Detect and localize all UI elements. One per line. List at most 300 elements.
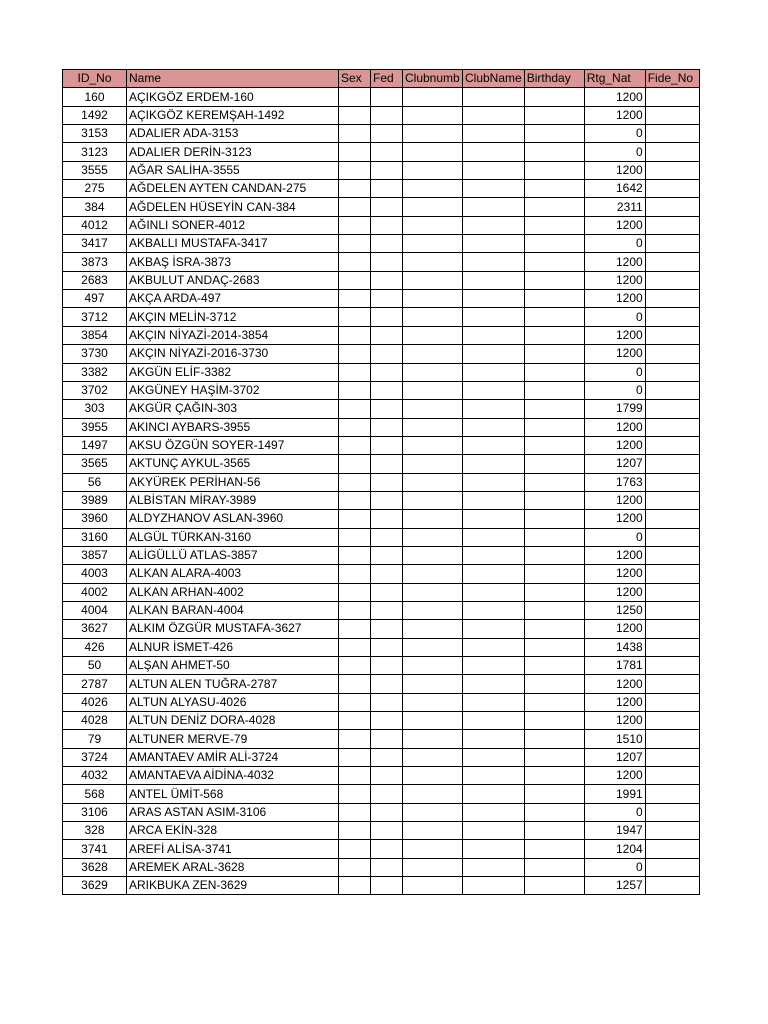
cell-fide-no[interactable] [645, 253, 699, 271]
cell-clubnumb[interactable] [403, 88, 463, 106]
cell-sex[interactable] [339, 877, 371, 895]
cell-name[interactable]: ALKAN ALARA-4003 [127, 565, 339, 583]
cell-name[interactable]: AKSU ÖZGÜN SOYER-1497 [127, 436, 339, 454]
cell-fed[interactable] [371, 161, 403, 179]
cell-clubname[interactable] [463, 216, 525, 234]
cell-fide-no[interactable] [645, 381, 699, 399]
cell-id-no[interactable]: 3629 [63, 877, 127, 895]
cell-birthday[interactable] [524, 657, 584, 675]
cell-fide-no[interactable] [645, 675, 699, 693]
cell-birthday[interactable] [524, 418, 584, 436]
cell-fide-no[interactable] [645, 822, 699, 840]
cell-clubnumb[interactable] [403, 363, 463, 381]
cell-clubname[interactable] [463, 620, 525, 638]
cell-name[interactable]: AKÇIN MELİN-3712 [127, 308, 339, 326]
cell-clubname[interactable] [463, 748, 525, 766]
cell-clubnumb[interactable] [403, 253, 463, 271]
cell-birthday[interactable] [524, 638, 584, 656]
cell-name[interactable]: ALBİSTAN MİRAY-3989 [127, 491, 339, 509]
cell-rtg-nat[interactable]: 1991 [584, 785, 645, 803]
cell-fed[interactable] [371, 822, 403, 840]
cell-sex[interactable] [339, 583, 371, 601]
cell-rtg-nat[interactable]: 1200 [584, 253, 645, 271]
cell-name[interactable]: AKBULUT ANDAÇ-2683 [127, 271, 339, 289]
cell-clubname[interactable] [463, 730, 525, 748]
cell-clubname[interactable] [463, 436, 525, 454]
cell-rtg-nat[interactable]: 1200 [584, 510, 645, 528]
cell-fide-no[interactable] [645, 803, 699, 821]
cell-rtg-nat[interactable]: 1200 [584, 675, 645, 693]
cell-rtg-nat[interactable]: 0 [584, 308, 645, 326]
cell-fed[interactable] [371, 473, 403, 491]
cell-fed[interactable] [371, 106, 403, 124]
cell-name[interactable]: ALTUN ALYASU-4026 [127, 693, 339, 711]
cell-sex[interactable] [339, 491, 371, 509]
cell-clubname[interactable] [463, 143, 525, 161]
cell-sex[interactable] [339, 620, 371, 638]
cell-name[interactable]: AKINCI AYBARS-3955 [127, 418, 339, 436]
cell-id-no[interactable]: 3724 [63, 748, 127, 766]
cell-fed[interactable] [371, 565, 403, 583]
cell-id-no[interactable]: 426 [63, 638, 127, 656]
cell-fed[interactable] [371, 840, 403, 858]
cell-fed[interactable] [371, 510, 403, 528]
cell-name[interactable]: ARIKBUKA ZEN-3629 [127, 877, 339, 895]
cell-name[interactable]: ALTUNER MERVE-79 [127, 730, 339, 748]
cell-rtg-nat[interactable]: 1200 [584, 326, 645, 344]
cell-rtg-nat[interactable]: 1200 [584, 565, 645, 583]
cell-fed[interactable] [371, 363, 403, 381]
cell-fide-no[interactable] [645, 216, 699, 234]
cell-fed[interactable] [371, 803, 403, 821]
cell-sex[interactable] [339, 400, 371, 418]
cell-rtg-nat[interactable]: 1200 [584, 161, 645, 179]
cell-rtg-nat[interactable]: 1200 [584, 583, 645, 601]
header-clubnumb[interactable]: Clubnumb [403, 70, 463, 88]
cell-fed[interactable] [371, 693, 403, 711]
cell-clubnumb[interactable] [403, 546, 463, 564]
cell-sex[interactable] [339, 712, 371, 730]
cell-fide-no[interactable] [645, 345, 699, 363]
cell-fed[interactable] [371, 730, 403, 748]
cell-fed[interactable] [371, 345, 403, 363]
cell-birthday[interactable] [524, 565, 584, 583]
cell-birthday[interactable] [524, 143, 584, 161]
cell-id-no[interactable]: 3712 [63, 308, 127, 326]
cell-birthday[interactable] [524, 546, 584, 564]
cell-clubname[interactable] [463, 326, 525, 344]
cell-rtg-nat[interactable]: 1438 [584, 638, 645, 656]
cell-name[interactable]: AKGÜN ELİF-3382 [127, 363, 339, 381]
cell-id-no[interactable]: 2787 [63, 675, 127, 693]
cell-rtg-nat[interactable]: 1200 [584, 418, 645, 436]
cell-id-no[interactable]: 2683 [63, 271, 127, 289]
cell-clubname[interactable] [463, 583, 525, 601]
cell-sex[interactable] [339, 803, 371, 821]
cell-fide-no[interactable] [645, 271, 699, 289]
cell-sex[interactable] [339, 418, 371, 436]
cell-clubname[interactable] [463, 528, 525, 546]
cell-id-no[interactable]: 160 [63, 88, 127, 106]
cell-fed[interactable] [371, 436, 403, 454]
cell-name[interactable]: ALTUN DENİZ DORA-4028 [127, 712, 339, 730]
cell-fed[interactable] [371, 216, 403, 234]
cell-fed[interactable] [371, 455, 403, 473]
cell-clubnumb[interactable] [403, 601, 463, 619]
cell-fide-no[interactable] [645, 546, 699, 564]
cell-birthday[interactable] [524, 161, 584, 179]
cell-clubnumb[interactable] [403, 748, 463, 766]
cell-fed[interactable] [371, 253, 403, 271]
cell-clubnumb[interactable] [403, 180, 463, 198]
cell-clubnumb[interactable] [403, 712, 463, 730]
cell-birthday[interactable] [524, 436, 584, 454]
cell-fide-no[interactable] [645, 730, 699, 748]
cell-birthday[interactable] [524, 675, 584, 693]
cell-fide-no[interactable] [645, 767, 699, 785]
cell-fed[interactable] [371, 785, 403, 803]
cell-name[interactable]: AKYÜREK PERİHAN-56 [127, 473, 339, 491]
cell-id-no[interactable]: 328 [63, 822, 127, 840]
cell-fed[interactable] [371, 546, 403, 564]
cell-sex[interactable] [339, 675, 371, 693]
cell-name[interactable]: ALİGÜLLÜ ATLAS-3857 [127, 546, 339, 564]
cell-id-no[interactable]: 3857 [63, 546, 127, 564]
cell-name[interactable]: AKÇIN NİYAZİ-2016-3730 [127, 345, 339, 363]
cell-rtg-nat[interactable]: 1257 [584, 877, 645, 895]
cell-fide-no[interactable] [645, 583, 699, 601]
cell-rtg-nat[interactable]: 0 [584, 803, 645, 821]
cell-sex[interactable] [339, 785, 371, 803]
cell-fide-no[interactable] [645, 161, 699, 179]
cell-birthday[interactable] [524, 271, 584, 289]
cell-fide-no[interactable] [645, 565, 699, 583]
cell-id-no[interactable]: 4012 [63, 216, 127, 234]
cell-clubnumb[interactable] [403, 125, 463, 143]
cell-id-no[interactable]: 4032 [63, 767, 127, 785]
cell-clubname[interactable] [463, 638, 525, 656]
cell-clubname[interactable] [463, 840, 525, 858]
cell-birthday[interactable] [524, 125, 584, 143]
cell-clubname[interactable] [463, 345, 525, 363]
header-rtg-nat[interactable]: Rtg_Nat [584, 70, 645, 88]
cell-id-no[interactable]: 384 [63, 198, 127, 216]
cell-id-no[interactable]: 497 [63, 290, 127, 308]
header-clubname[interactable]: ClubName [463, 70, 525, 88]
cell-clubnumb[interactable] [403, 418, 463, 436]
cell-fide-no[interactable] [645, 235, 699, 253]
cell-rtg-nat[interactable]: 1763 [584, 473, 645, 491]
cell-sex[interactable] [339, 510, 371, 528]
cell-fed[interactable] [371, 858, 403, 876]
cell-name[interactable]: ALGÜL TÜRKAN-3160 [127, 528, 339, 546]
cell-birthday[interactable] [524, 106, 584, 124]
cell-fide-no[interactable] [645, 290, 699, 308]
cell-rtg-nat[interactable]: 1204 [584, 840, 645, 858]
cell-id-no[interactable]: 3873 [63, 253, 127, 271]
cell-clubnumb[interactable] [403, 143, 463, 161]
cell-name[interactable]: AKGÜR ÇAĞIN-303 [127, 400, 339, 418]
cell-clubname[interactable] [463, 381, 525, 399]
cell-clubnumb[interactable] [403, 803, 463, 821]
cell-rtg-nat[interactable]: 1200 [584, 712, 645, 730]
cell-clubnumb[interactable] [403, 345, 463, 363]
cell-birthday[interactable] [524, 88, 584, 106]
cell-clubname[interactable] [463, 546, 525, 564]
cell-fed[interactable] [371, 326, 403, 344]
cell-name[interactable]: AKÇA ARDA-497 [127, 290, 339, 308]
cell-clubnumb[interactable] [403, 290, 463, 308]
cell-birthday[interactable] [524, 620, 584, 638]
cell-name[interactable]: ARCA EKİN-328 [127, 822, 339, 840]
cell-name[interactable]: AKÇIN NİYAZİ-2014-3854 [127, 326, 339, 344]
header-id-no[interactable]: ID_No [63, 70, 127, 88]
cell-fide-no[interactable] [645, 840, 699, 858]
cell-fide-no[interactable] [645, 601, 699, 619]
header-name[interactable]: Name [127, 70, 339, 88]
cell-rtg-nat[interactable]: 1200 [584, 88, 645, 106]
cell-rtg-nat[interactable]: 0 [584, 125, 645, 143]
cell-fed[interactable] [371, 180, 403, 198]
cell-rtg-nat[interactable]: 1200 [584, 216, 645, 234]
cell-clubnumb[interactable] [403, 877, 463, 895]
cell-fed[interactable] [371, 657, 403, 675]
cell-rtg-nat[interactable]: 1200 [584, 345, 645, 363]
cell-clubname[interactable] [463, 88, 525, 106]
cell-clubname[interactable] [463, 363, 525, 381]
cell-name[interactable]: AÇIKGÖZ ERDEM-160 [127, 88, 339, 106]
cell-fide-no[interactable] [645, 436, 699, 454]
cell-clubnumb[interactable] [403, 161, 463, 179]
cell-sex[interactable] [339, 840, 371, 858]
cell-birthday[interactable] [524, 235, 584, 253]
cell-fide-no[interactable] [645, 877, 699, 895]
cell-id-no[interactable]: 4002 [63, 583, 127, 601]
cell-birthday[interactable] [524, 216, 584, 234]
cell-fed[interactable] [371, 620, 403, 638]
cell-rtg-nat[interactable]: 0 [584, 363, 645, 381]
cell-id-no[interactable]: 50 [63, 657, 127, 675]
cell-fed[interactable] [371, 491, 403, 509]
cell-sex[interactable] [339, 565, 371, 583]
cell-clubnumb[interactable] [403, 216, 463, 234]
cell-birthday[interactable] [524, 400, 584, 418]
cell-name[interactable]: AKBAŞ İSRA-3873 [127, 253, 339, 271]
cell-sex[interactable] [339, 528, 371, 546]
cell-sex[interactable] [339, 693, 371, 711]
cell-id-no[interactable]: 3417 [63, 235, 127, 253]
cell-fide-no[interactable] [645, 491, 699, 509]
cell-clubname[interactable] [463, 161, 525, 179]
cell-fed[interactable] [371, 271, 403, 289]
cell-birthday[interactable] [524, 528, 584, 546]
cell-clubname[interactable] [463, 657, 525, 675]
cell-fide-no[interactable] [645, 400, 699, 418]
cell-name[interactable]: ALŞAN AHMET-50 [127, 657, 339, 675]
cell-clubname[interactable] [463, 180, 525, 198]
cell-fide-no[interactable] [645, 143, 699, 161]
cell-fed[interactable] [371, 638, 403, 656]
cell-clubnumb[interactable] [403, 675, 463, 693]
cell-rtg-nat[interactable]: 1200 [584, 693, 645, 711]
cell-sex[interactable] [339, 436, 371, 454]
cell-birthday[interactable] [524, 326, 584, 344]
cell-sex[interactable] [339, 216, 371, 234]
cell-clubname[interactable] [463, 565, 525, 583]
cell-sex[interactable] [339, 271, 371, 289]
cell-name[interactable]: AKBALLI MUSTAFA-3417 [127, 235, 339, 253]
cell-fide-no[interactable] [645, 638, 699, 656]
cell-fed[interactable] [371, 235, 403, 253]
cell-name[interactable]: ADALIER ADA-3153 [127, 125, 339, 143]
cell-name[interactable]: AMANTAEVA AİDİNA-4032 [127, 767, 339, 785]
cell-clubname[interactable] [463, 693, 525, 711]
cell-id-no[interactable]: 3153 [63, 125, 127, 143]
cell-fed[interactable] [371, 712, 403, 730]
cell-fide-no[interactable] [645, 363, 699, 381]
cell-fed[interactable] [371, 290, 403, 308]
cell-sex[interactable] [339, 125, 371, 143]
cell-clubname[interactable] [463, 235, 525, 253]
cell-name[interactable]: AĞINLI SONER-4012 [127, 216, 339, 234]
cell-rtg-nat[interactable]: 0 [584, 381, 645, 399]
cell-fide-no[interactable] [645, 858, 699, 876]
cell-fed[interactable] [371, 583, 403, 601]
cell-id-no[interactable]: 3854 [63, 326, 127, 344]
cell-fide-no[interactable] [645, 125, 699, 143]
cell-fide-no[interactable] [645, 693, 699, 711]
cell-clubnumb[interactable] [403, 528, 463, 546]
cell-clubnumb[interactable] [403, 840, 463, 858]
cell-id-no[interactable]: 3627 [63, 620, 127, 638]
cell-id-no[interactable]: 79 [63, 730, 127, 748]
cell-fide-no[interactable] [645, 528, 699, 546]
cell-rtg-nat[interactable]: 1200 [584, 767, 645, 785]
cell-sex[interactable] [339, 638, 371, 656]
cell-rtg-nat[interactable]: 1200 [584, 546, 645, 564]
cell-id-no[interactable]: 3555 [63, 161, 127, 179]
cell-id-no[interactable]: 3123 [63, 143, 127, 161]
cell-birthday[interactable] [524, 455, 584, 473]
cell-fide-no[interactable] [645, 620, 699, 638]
cell-rtg-nat[interactable]: 1642 [584, 180, 645, 198]
cell-clubname[interactable] [463, 877, 525, 895]
cell-clubname[interactable] [463, 290, 525, 308]
cell-sex[interactable] [339, 601, 371, 619]
cell-fide-no[interactable] [645, 198, 699, 216]
cell-fed[interactable] [371, 418, 403, 436]
cell-id-no[interactable]: 3730 [63, 345, 127, 363]
cell-birthday[interactable] [524, 510, 584, 528]
cell-sex[interactable] [339, 363, 371, 381]
cell-name[interactable]: AREMEK ARAL-3628 [127, 858, 339, 876]
cell-birthday[interactable] [524, 822, 584, 840]
cell-clubnumb[interactable] [403, 785, 463, 803]
cell-sex[interactable] [339, 235, 371, 253]
cell-birthday[interactable] [524, 290, 584, 308]
cell-fide-no[interactable] [645, 106, 699, 124]
cell-clubnumb[interactable] [403, 767, 463, 785]
cell-clubnumb[interactable] [403, 620, 463, 638]
cell-rtg-nat[interactable]: 0 [584, 143, 645, 161]
cell-name[interactable]: AÇIKGÖZ KEREMŞAH-1492 [127, 106, 339, 124]
cell-birthday[interactable] [524, 253, 584, 271]
cell-id-no[interactable]: 3382 [63, 363, 127, 381]
cell-clubnumb[interactable] [403, 400, 463, 418]
cell-fed[interactable] [371, 381, 403, 399]
cell-clubname[interactable] [463, 712, 525, 730]
cell-name[interactable]: ALKIM ÖZGÜR MUSTAFA-3627 [127, 620, 339, 638]
cell-rtg-nat[interactable]: 0 [584, 235, 645, 253]
cell-clubnumb[interactable] [403, 510, 463, 528]
cell-clubname[interactable] [463, 400, 525, 418]
cell-fed[interactable] [371, 400, 403, 418]
cell-rtg-nat[interactable]: 1781 [584, 657, 645, 675]
cell-clubnumb[interactable] [403, 583, 463, 601]
cell-clubnumb[interactable] [403, 730, 463, 748]
cell-sex[interactable] [339, 657, 371, 675]
cell-fed[interactable] [371, 308, 403, 326]
cell-birthday[interactable] [524, 712, 584, 730]
cell-fed[interactable] [371, 198, 403, 216]
cell-name[interactable]: ALKAN ARHAN-4002 [127, 583, 339, 601]
cell-clubnumb[interactable] [403, 565, 463, 583]
cell-sex[interactable] [339, 88, 371, 106]
cell-rtg-nat[interactable]: 2311 [584, 198, 645, 216]
cell-clubname[interactable] [463, 308, 525, 326]
cell-clubnumb[interactable] [403, 455, 463, 473]
cell-fed[interactable] [371, 125, 403, 143]
cell-fed[interactable] [371, 748, 403, 766]
cell-sex[interactable] [339, 455, 371, 473]
cell-clubname[interactable] [463, 198, 525, 216]
cell-rtg-nat[interactable]: 0 [584, 858, 645, 876]
cell-rtg-nat[interactable]: 1799 [584, 400, 645, 418]
cell-fide-no[interactable] [645, 657, 699, 675]
cell-sex[interactable] [339, 308, 371, 326]
cell-id-no[interactable]: 4003 [63, 565, 127, 583]
cell-name[interactable]: ANTEL ÜMİT-568 [127, 785, 339, 803]
cell-rtg-nat[interactable]: 1947 [584, 822, 645, 840]
cell-rtg-nat[interactable]: 1200 [584, 620, 645, 638]
cell-clubnumb[interactable] [403, 473, 463, 491]
cell-name[interactable]: ARAS ASTAN ASIM-3106 [127, 803, 339, 821]
cell-clubname[interactable] [463, 455, 525, 473]
cell-clubnumb[interactable] [403, 491, 463, 509]
cell-clubnumb[interactable] [403, 381, 463, 399]
cell-clubname[interactable] [463, 473, 525, 491]
cell-name[interactable]: AĞDELEN AYTEN CANDAN-275 [127, 180, 339, 198]
cell-name[interactable]: ALDYZHANOV ASLAN-3960 [127, 510, 339, 528]
cell-clubnumb[interactable] [403, 308, 463, 326]
cell-birthday[interactable] [524, 381, 584, 399]
cell-fide-no[interactable] [645, 785, 699, 803]
cell-fed[interactable] [371, 767, 403, 785]
cell-clubname[interactable] [463, 675, 525, 693]
cell-clubname[interactable] [463, 253, 525, 271]
cell-clubnumb[interactable] [403, 638, 463, 656]
header-fide-no[interactable]: Fide_No [645, 70, 699, 88]
cell-clubnumb[interactable] [403, 822, 463, 840]
cell-clubnumb[interactable] [403, 235, 463, 253]
cell-fed[interactable] [371, 675, 403, 693]
cell-rtg-nat[interactable]: 1250 [584, 601, 645, 619]
cell-rtg-nat[interactable]: 1200 [584, 491, 645, 509]
cell-fide-no[interactable] [645, 510, 699, 528]
cell-rtg-nat[interactable]: 1200 [584, 106, 645, 124]
cell-rtg-nat[interactable]: 1207 [584, 748, 645, 766]
header-fed[interactable]: Fed [371, 70, 403, 88]
